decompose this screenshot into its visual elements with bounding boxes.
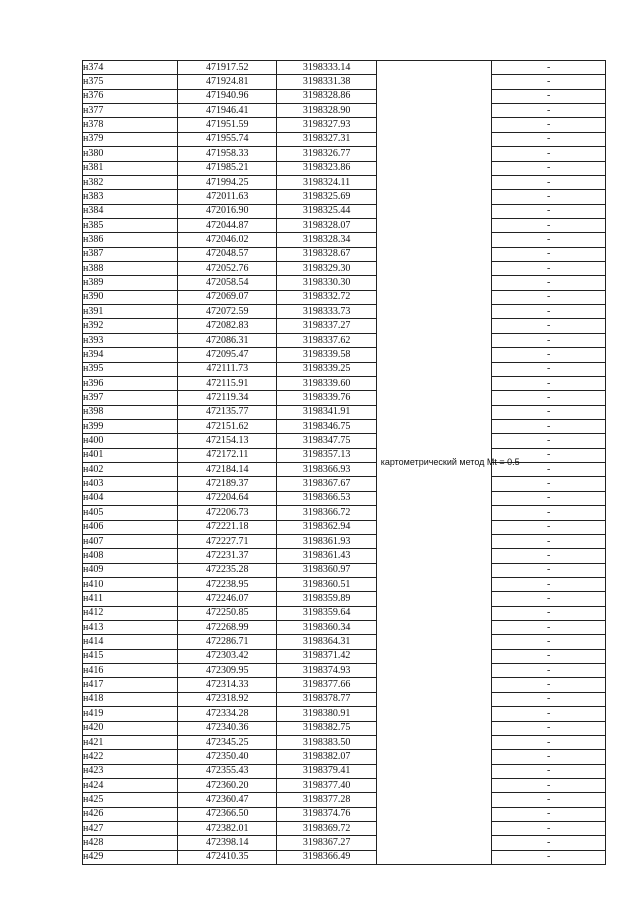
- point-id-cell: н393: [83, 333, 178, 347]
- x-coordinate-cell: 472238.95: [178, 577, 277, 591]
- table-row: [83, 276, 606, 290]
- table-row: [83, 333, 606, 347]
- y-coordinate-cell: 3198382.75: [277, 721, 376, 735]
- y-coordinate-cell: 3198339.60: [277, 376, 376, 390]
- x-coordinate-cell: 472250.85: [178, 606, 277, 620]
- y-coordinate-cell: 3198325.69: [277, 190, 376, 204]
- y-coordinate-cell: 3198331.38: [277, 75, 376, 89]
- point-id-cell: н401: [83, 448, 178, 462]
- table-row: [83, 822, 606, 836]
- point-id-cell: н407: [83, 534, 178, 548]
- y-coordinate-cell: 3198367.67: [277, 477, 376, 491]
- error-cell: -: [492, 75, 606, 89]
- error-cell: -: [492, 520, 606, 534]
- error-cell: -: [492, 362, 606, 376]
- table-row: [83, 175, 606, 189]
- point-id-cell: н421: [83, 735, 178, 749]
- y-coordinate-cell: 3198369.72: [277, 822, 376, 836]
- point-id-cell: н382: [83, 175, 178, 189]
- point-id-cell: н377: [83, 104, 178, 118]
- point-id-cell: н397: [83, 391, 178, 405]
- y-coordinate-cell: 3198339.58: [277, 348, 376, 362]
- table-row: [83, 233, 606, 247]
- y-coordinate-cell: 3198361.43: [277, 549, 376, 563]
- y-coordinate-cell: 3198332.72: [277, 290, 376, 304]
- x-coordinate-cell: 472184.14: [178, 463, 277, 477]
- y-coordinate-cell: 3198346.75: [277, 419, 376, 433]
- x-coordinate-cell: 472303.42: [178, 649, 277, 663]
- table-row: [83, 434, 606, 448]
- y-coordinate-cell: 3198328.67: [277, 247, 376, 261]
- error-cell: -: [492, 405, 606, 419]
- x-coordinate-cell: 471955.74: [178, 132, 277, 146]
- y-coordinate-cell: 3198362.94: [277, 520, 376, 534]
- table-row: [83, 61, 606, 75]
- y-coordinate-cell: 3198377.40: [277, 778, 376, 792]
- x-coordinate-cell: 472410.35: [178, 850, 277, 864]
- x-coordinate-cell: 472309.95: [178, 664, 277, 678]
- error-cell: -: [492, 175, 606, 189]
- y-coordinate-cell: 3198329.30: [277, 262, 376, 276]
- table-row: [83, 348, 606, 362]
- y-coordinate-cell: 3198377.66: [277, 678, 376, 692]
- point-id-cell: н386: [83, 233, 178, 247]
- y-coordinate-cell: 3198339.76: [277, 391, 376, 405]
- error-cell: -: [492, 290, 606, 304]
- y-coordinate-cell: 3198347.75: [277, 434, 376, 448]
- y-coordinate-cell: 3198360.51: [277, 577, 376, 591]
- table-row: [83, 161, 606, 175]
- x-coordinate-cell: 472111.73: [178, 362, 277, 376]
- error-cell: -: [492, 506, 606, 520]
- y-coordinate-cell: 3198327.93: [277, 118, 376, 132]
- table-row: [83, 534, 606, 548]
- error-cell: -: [492, 218, 606, 232]
- x-coordinate-cell: 471924.81: [178, 75, 277, 89]
- x-coordinate-cell: 472189.37: [178, 477, 277, 491]
- y-coordinate-cell: 3198382.07: [277, 750, 376, 764]
- method-cell: [376, 61, 520, 865]
- point-id-cell: н390: [83, 290, 178, 304]
- point-id-cell: н419: [83, 707, 178, 721]
- table-row: [83, 606, 606, 620]
- x-coordinate-cell: 472398.14: [178, 836, 277, 850]
- table-row: [83, 506, 606, 520]
- x-coordinate-cell: 472172.11: [178, 448, 277, 462]
- table-row: [83, 850, 606, 864]
- table-row: [83, 793, 606, 807]
- y-coordinate-cell: 3198374.76: [277, 807, 376, 821]
- error-cell: -: [492, 463, 606, 477]
- y-coordinate-cell: 3198337.62: [277, 333, 376, 347]
- table-row: [83, 750, 606, 764]
- table-row: [83, 118, 606, 132]
- x-coordinate-cell: 472058.54: [178, 276, 277, 290]
- error-cell: -: [492, 822, 606, 836]
- point-id-cell: н406: [83, 520, 178, 534]
- table-row: [83, 491, 606, 505]
- y-coordinate-cell: 3198366.53: [277, 491, 376, 505]
- table-row: [83, 678, 606, 692]
- point-id-cell: н402: [83, 463, 178, 477]
- table-row: [83, 692, 606, 706]
- table-row: [83, 635, 606, 649]
- y-coordinate-cell: 3198361.93: [277, 534, 376, 548]
- point-id-cell: н410: [83, 577, 178, 591]
- error-cell: -: [492, 807, 606, 821]
- x-coordinate-cell: 471951.59: [178, 118, 277, 132]
- x-coordinate-cell: 472235.28: [178, 563, 277, 577]
- y-coordinate-cell: 3198328.86: [277, 89, 376, 103]
- x-coordinate-cell: 472046.02: [178, 233, 277, 247]
- table-row: [83, 104, 606, 118]
- x-coordinate-cell: 472135.77: [178, 405, 277, 419]
- x-coordinate-cell: 472011.63: [178, 190, 277, 204]
- x-coordinate-cell: 471946.41: [178, 104, 277, 118]
- point-id-cell: н398: [83, 405, 178, 419]
- table-row: [83, 577, 606, 591]
- y-coordinate-cell: 3198333.14: [277, 61, 376, 75]
- y-coordinate-cell: 3198327.31: [277, 132, 376, 146]
- table-row: [83, 592, 606, 606]
- y-coordinate-cell: 3198366.72: [277, 506, 376, 520]
- error-cell: -: [492, 376, 606, 390]
- x-coordinate-cell: 472286.71: [178, 635, 277, 649]
- error-cell: -: [492, 190, 606, 204]
- y-coordinate-cell: 3198360.34: [277, 621, 376, 635]
- table-row: [83, 649, 606, 663]
- y-coordinate-cell: 3198325.44: [277, 204, 376, 218]
- point-id-cell: н411: [83, 592, 178, 606]
- x-coordinate-cell: 472044.87: [178, 218, 277, 232]
- error-cell: -: [492, 664, 606, 678]
- point-id-cell: н417: [83, 678, 178, 692]
- error-cell: -: [492, 448, 606, 462]
- error-cell: -: [492, 262, 606, 276]
- point-id-cell: н375: [83, 75, 178, 89]
- error-cell: -: [492, 621, 606, 635]
- y-coordinate-cell: 3198333.73: [277, 305, 376, 319]
- point-id-cell: н425: [83, 793, 178, 807]
- x-coordinate-cell: 472231.37: [178, 549, 277, 563]
- y-coordinate-cell: 3198383.50: [277, 735, 376, 749]
- error-cell: -: [492, 319, 606, 333]
- y-coordinate-cell: 3198323.86: [277, 161, 376, 175]
- table-row: [83, 319, 606, 333]
- x-coordinate-cell: 472360.47: [178, 793, 277, 807]
- table-row: [83, 621, 606, 635]
- table-row: [83, 147, 606, 161]
- y-coordinate-cell: 3198367.27: [277, 836, 376, 850]
- point-id-cell: н426: [83, 807, 178, 821]
- point-id-cell: н387: [83, 247, 178, 261]
- point-id-cell: н394: [83, 348, 178, 362]
- point-id-cell: н429: [83, 850, 178, 864]
- error-cell: -: [492, 118, 606, 132]
- x-coordinate-cell: 472345.25: [178, 735, 277, 749]
- point-id-cell: н415: [83, 649, 178, 663]
- error-cell: -: [492, 276, 606, 290]
- error-cell: -: [492, 434, 606, 448]
- table-row: [83, 419, 606, 433]
- table-row: [83, 89, 606, 103]
- x-coordinate-cell: 471958.33: [178, 147, 277, 161]
- x-coordinate-cell: 472151.62: [178, 419, 277, 433]
- point-id-cell: н381: [83, 161, 178, 175]
- point-id-cell: н395: [83, 362, 178, 376]
- error-cell: -: [492, 247, 606, 261]
- error-cell: -: [492, 549, 606, 563]
- error-cell: -: [492, 147, 606, 161]
- error-cell: -: [492, 577, 606, 591]
- table-row: [83, 405, 606, 419]
- table-row: [83, 290, 606, 304]
- y-coordinate-cell: 3198324.11: [277, 175, 376, 189]
- error-cell: -: [492, 491, 606, 505]
- point-id-cell: н405: [83, 506, 178, 520]
- point-id-cell: н408: [83, 549, 178, 563]
- table-row: [83, 75, 606, 89]
- error-cell: -: [492, 61, 606, 75]
- point-id-cell: н424: [83, 778, 178, 792]
- error-cell: -: [492, 793, 606, 807]
- table-row: [83, 549, 606, 563]
- error-cell: -: [492, 707, 606, 721]
- x-coordinate-cell: 472086.31: [178, 333, 277, 347]
- point-id-cell: н416: [83, 664, 178, 678]
- x-coordinate-cell: 471940.96: [178, 89, 277, 103]
- x-coordinate-cell: 472360.20: [178, 778, 277, 792]
- point-id-cell: н384: [83, 204, 178, 218]
- y-coordinate-cell: 3198379.41: [277, 764, 376, 778]
- error-cell: -: [492, 778, 606, 792]
- table-row: [83, 247, 606, 261]
- table-row: [83, 563, 606, 577]
- table-row: [83, 262, 606, 276]
- error-cell: -: [492, 678, 606, 692]
- y-coordinate-cell: 3198360.97: [277, 563, 376, 577]
- y-coordinate-cell: 3198366.93: [277, 463, 376, 477]
- x-coordinate-cell: 472095.47: [178, 348, 277, 362]
- point-id-cell: н399: [83, 419, 178, 433]
- x-coordinate-cell: 471994.25: [178, 175, 277, 189]
- x-coordinate-cell: 472154.13: [178, 434, 277, 448]
- point-id-cell: н383: [83, 190, 178, 204]
- table-row: [83, 305, 606, 319]
- x-coordinate-cell: 472119.34: [178, 391, 277, 405]
- x-coordinate-cell: 472382.01: [178, 822, 277, 836]
- error-cell: -: [492, 233, 606, 247]
- table-row: [83, 664, 606, 678]
- y-coordinate-cell: 3198359.64: [277, 606, 376, 620]
- error-cell: -: [492, 132, 606, 146]
- x-coordinate-cell: 472048.57: [178, 247, 277, 261]
- y-coordinate-cell: 3198326.77: [277, 147, 376, 161]
- point-id-cell: н420: [83, 721, 178, 735]
- error-cell: -: [492, 692, 606, 706]
- point-id-cell: н427: [83, 822, 178, 836]
- x-coordinate-cell: 472221.18: [178, 520, 277, 534]
- x-coordinate-cell: 472016.90: [178, 204, 277, 218]
- point-id-cell: н374: [83, 61, 178, 75]
- table-row: [83, 391, 606, 405]
- x-coordinate-cell: 471917.52: [178, 61, 277, 75]
- point-id-cell: н414: [83, 635, 178, 649]
- y-coordinate-cell: 3198380.91: [277, 707, 376, 721]
- y-coordinate-cell: 3198377.28: [277, 793, 376, 807]
- point-id-cell: н428: [83, 836, 178, 850]
- x-coordinate-cell: 471985.21: [178, 161, 277, 175]
- error-cell: -: [492, 348, 606, 362]
- x-coordinate-cell: 472069.07: [178, 290, 277, 304]
- y-coordinate-cell: 3198359.89: [277, 592, 376, 606]
- error-cell: -: [492, 104, 606, 118]
- y-coordinate-cell: 3198378.77: [277, 692, 376, 706]
- x-coordinate-cell: 472246.07: [178, 592, 277, 606]
- error-cell: -: [492, 606, 606, 620]
- y-coordinate-cell: 3198357.13: [277, 448, 376, 462]
- point-id-cell: н378: [83, 118, 178, 132]
- table-row: [83, 448, 606, 462]
- error-cell: -: [492, 750, 606, 764]
- table-row: [83, 520, 606, 534]
- error-cell: -: [492, 850, 606, 864]
- error-cell: -: [492, 305, 606, 319]
- table-row: [83, 132, 606, 146]
- point-id-cell: н392: [83, 319, 178, 333]
- point-id-cell: н400: [83, 434, 178, 448]
- point-id-cell: н412: [83, 606, 178, 620]
- table-row: [83, 463, 606, 477]
- point-id-cell: н418: [83, 692, 178, 706]
- x-coordinate-cell: 472115.91: [178, 376, 277, 390]
- error-cell: -: [492, 419, 606, 433]
- table-row: [83, 735, 606, 749]
- error-cell: -: [492, 161, 606, 175]
- table-row: [83, 362, 606, 376]
- error-cell: -: [492, 477, 606, 491]
- y-coordinate-cell: 3198374.93: [277, 664, 376, 678]
- point-id-cell: н380: [83, 147, 178, 161]
- x-coordinate-cell: 472314.33: [178, 678, 277, 692]
- y-coordinate-cell: 3198339.25: [277, 362, 376, 376]
- point-id-cell: н391: [83, 305, 178, 319]
- table-row: [83, 778, 606, 792]
- table-row: [83, 764, 606, 778]
- error-cell: -: [492, 204, 606, 218]
- x-coordinate-cell: 472052.76: [178, 262, 277, 276]
- x-coordinate-cell: 472072.59: [178, 305, 277, 319]
- y-coordinate-cell: 3198330.30: [277, 276, 376, 290]
- point-id-cell: н385: [83, 218, 178, 232]
- table-row: [83, 204, 606, 218]
- x-coordinate-cell: 472334.28: [178, 707, 277, 721]
- method-text: картометрический метод Mt = 0.5: [380, 456, 520, 467]
- table-row: [83, 836, 606, 850]
- error-cell: -: [492, 764, 606, 778]
- error-cell: -: [492, 735, 606, 749]
- point-id-cell: н396: [83, 376, 178, 390]
- error-cell: -: [492, 391, 606, 405]
- error-cell: -: [492, 721, 606, 735]
- point-id-cell: н403: [83, 477, 178, 491]
- error-cell: -: [492, 836, 606, 850]
- table-row: [83, 218, 606, 232]
- point-id-cell: н379: [83, 132, 178, 146]
- y-coordinate-cell: 3198328.07: [277, 218, 376, 232]
- x-coordinate-cell: 472355.43: [178, 764, 277, 778]
- point-id-cell: н376: [83, 89, 178, 103]
- coordinates-table-body: [83, 61, 606, 865]
- x-coordinate-cell: 472318.92: [178, 692, 277, 706]
- table-row: [83, 190, 606, 204]
- point-id-cell: н413: [83, 621, 178, 635]
- y-coordinate-cell: 3198328.34: [277, 233, 376, 247]
- x-coordinate-cell: 472204.64: [178, 491, 277, 505]
- y-coordinate-cell: 3198328.90: [277, 104, 376, 118]
- x-coordinate-cell: 472366.50: [178, 807, 277, 821]
- y-coordinate-cell: 3198371.42: [277, 649, 376, 663]
- y-coordinate-cell: 3198366.49: [277, 850, 376, 864]
- x-coordinate-cell: 472206.73: [178, 506, 277, 520]
- x-coordinate-cell: 472227.71: [178, 534, 277, 548]
- error-cell: -: [492, 649, 606, 663]
- table-row: [83, 477, 606, 491]
- x-coordinate-cell: 472268.99: [178, 621, 277, 635]
- error-cell: -: [492, 563, 606, 577]
- point-id-cell: н388: [83, 262, 178, 276]
- point-id-cell: н422: [83, 750, 178, 764]
- y-coordinate-cell: 3198337.27: [277, 319, 376, 333]
- point-id-cell: н404: [83, 491, 178, 505]
- y-coordinate-cell: 3198341.91: [277, 405, 376, 419]
- table-row: [83, 721, 606, 735]
- point-id-cell: н389: [83, 276, 178, 290]
- error-cell: -: [492, 592, 606, 606]
- error-cell: -: [492, 89, 606, 103]
- y-coordinate-cell: 3198364.31: [277, 635, 376, 649]
- x-coordinate-cell: 472350.40: [178, 750, 277, 764]
- x-coordinate-cell: 472082.83: [178, 319, 277, 333]
- point-id-cell: н423: [83, 764, 178, 778]
- error-cell: -: [492, 635, 606, 649]
- table-row: [83, 807, 606, 821]
- error-cell: -: [492, 333, 606, 347]
- coordinates-table: [82, 60, 606, 865]
- table-row: [83, 707, 606, 721]
- point-id-cell: н409: [83, 563, 178, 577]
- table-row: [83, 376, 606, 390]
- x-coordinate-cell: 472340.36: [178, 721, 277, 735]
- error-cell: -: [492, 534, 606, 548]
